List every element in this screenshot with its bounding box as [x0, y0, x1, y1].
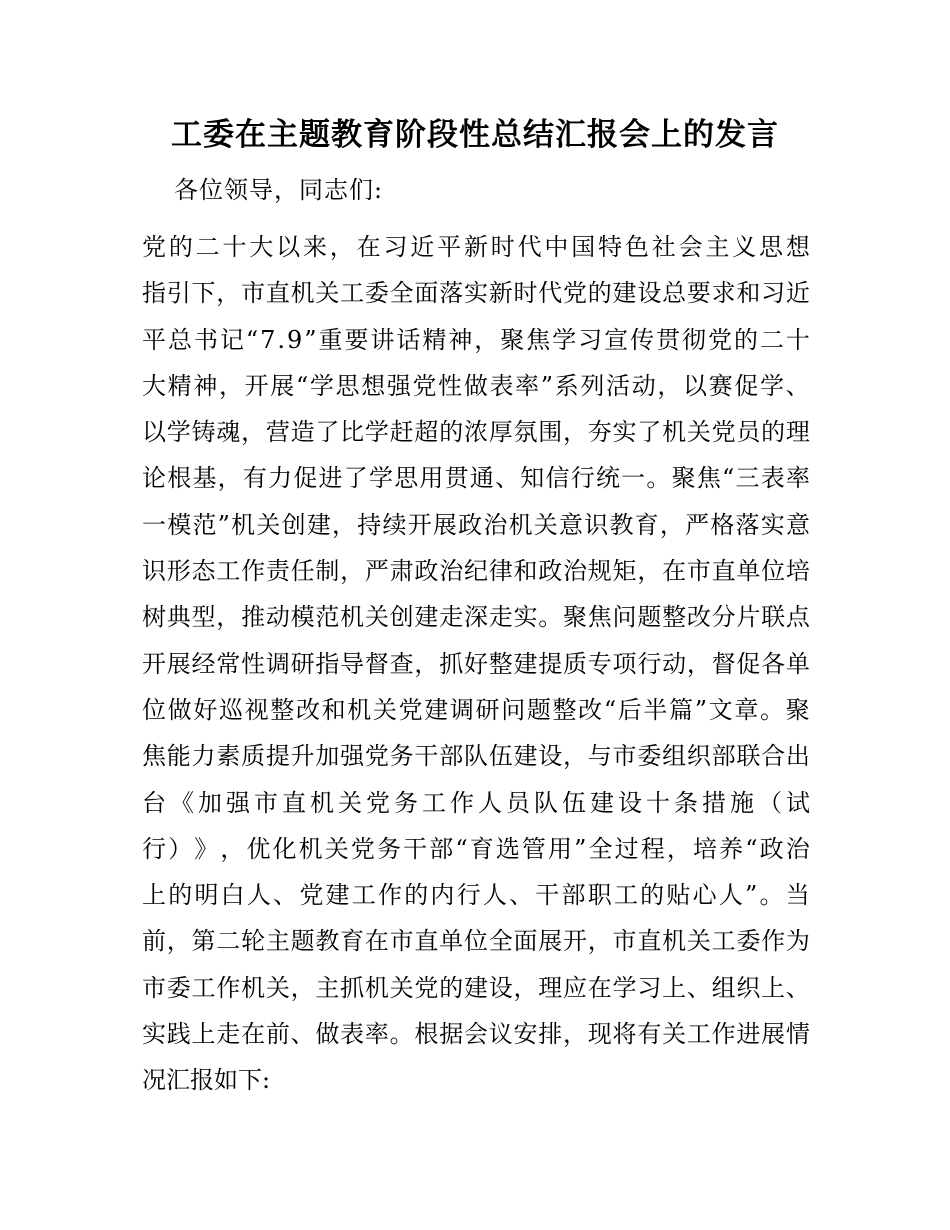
paragraph-line: 行 ） 》 ， 优 化 机 关 党 务 干 部 “ 育 选 管 用 ” 全 过 程 ， 培 养 “ 政 治 [142, 834, 810, 863]
paragraph-line: 指 引 下 ， 市 直 机 关 工 委 全 面 落 实 新 时 代 党 的 建 设 总 要 求 和 习 近 [142, 279, 810, 308]
paragraph-line: 党 的 二 十 大 以 来 ， 在 习 近 平 新 时 代 中 国 特 色 社 会 主 义 思 想 [142, 233, 810, 261]
paragraph-line: 大 精 神 ， 开 展 “ 学 思 想 强 党 性 做 表 率 ” 系 列 活 动 ， 以 赛 促 学 、 [142, 371, 810, 400]
paragraph-line: 论 根 基 ， 有 力 促 进 了 学 思 用 贯 通 、 知 信 行 统 一 。 聚 焦 “ 三 表 率 [142, 464, 810, 493]
paragraph-line: 焦 能 力 素 质 提 升 加 强 党 务 干 部 队 伍 建 设 ， 与 市 委 组 织 部 联 合 出 [142, 742, 810, 771]
paragraph-line: 一 模 范 ” 机 关 创 建 ， 持 续 开 展 政 治 机 关 意 识 教 育 ， 严 格 落 实 意 [142, 510, 810, 539]
paragraph-line: 以 学 铸 魂 ， 营 造 了 比 学 赶 超 的 浓 厚 氛 围 ， 夯 实 了 机 关 党 员 的 理 [142, 418, 810, 447]
paragraph-line: 位 做 好 巡 视 整 改 和 机 关 党 建 调 研 问 题 整 改 “ 后 半 篇 ” 文 章 。 聚 [142, 695, 810, 724]
paragraph-line: 识 形 态 工 作 责 任 制 ， 严 肃 政 治 纪 律 和 政 治 规 矩 ， 在 市 直 单 位 培 [142, 557, 810, 586]
paragraph-line: 实 践 上 走 在 前 、 做 表 率 。 根 据 会 议 安 排 ， 现 将 有 关 工 作 进 展 情 [142, 1020, 810, 1049]
paragraph-line: 开 展 经 常 性 调 研 指 导 督 查 ， 抓 好 整 建 提 质 专 项 行 动 ， 督 促 各 单 [142, 649, 810, 678]
paragraph-line: 树 典 型 ， 推 动 模 范 机 关 创 建 走 深 走 实 。 聚 焦 问 题 整 改 分 片 联 点 [142, 603, 810, 632]
salutation: 各位领导，同志们: [174, 176, 384, 204]
paragraph-line: 台 《 加 强 市 直 机 关 党 务 工 作 人 员 队 伍 建 设 十 条 措 施 （ 试 [142, 788, 810, 817]
paragraph-line: 前 ， 第 二 轮 主 题 教 育 在 市 直 单 位 全 面 展 开 ， 市 直 机 关 工 委 作 为 [142, 927, 810, 956]
paragraph-line: 况汇报如下: [142, 1066, 271, 1095]
document-title: 工委在主题教育阶段性总结汇报会上的发言 [171, 117, 779, 153]
paragraph-line: 市 委 工 作 机 关 ， 主 抓 机 关 党 的 建 设 ， 理 应 在 学 习 上 、 组 织 上 、 [142, 973, 810, 1002]
paragraph-line: 上 的 明 白 人 、 党 建 工 作 的 内 行 人 、 干 部 职 工 的 贴 心 人 ” 。 当 [142, 881, 810, 910]
paragraph-line: 平 总 书 记 “ 7 . 9 ” 重 要 讲 话 精 神 ， 聚 焦 学 习 宣 传 贯 彻 党 的 二 十 [142, 325, 810, 354]
body-paragraph [142, 224, 810, 1104]
